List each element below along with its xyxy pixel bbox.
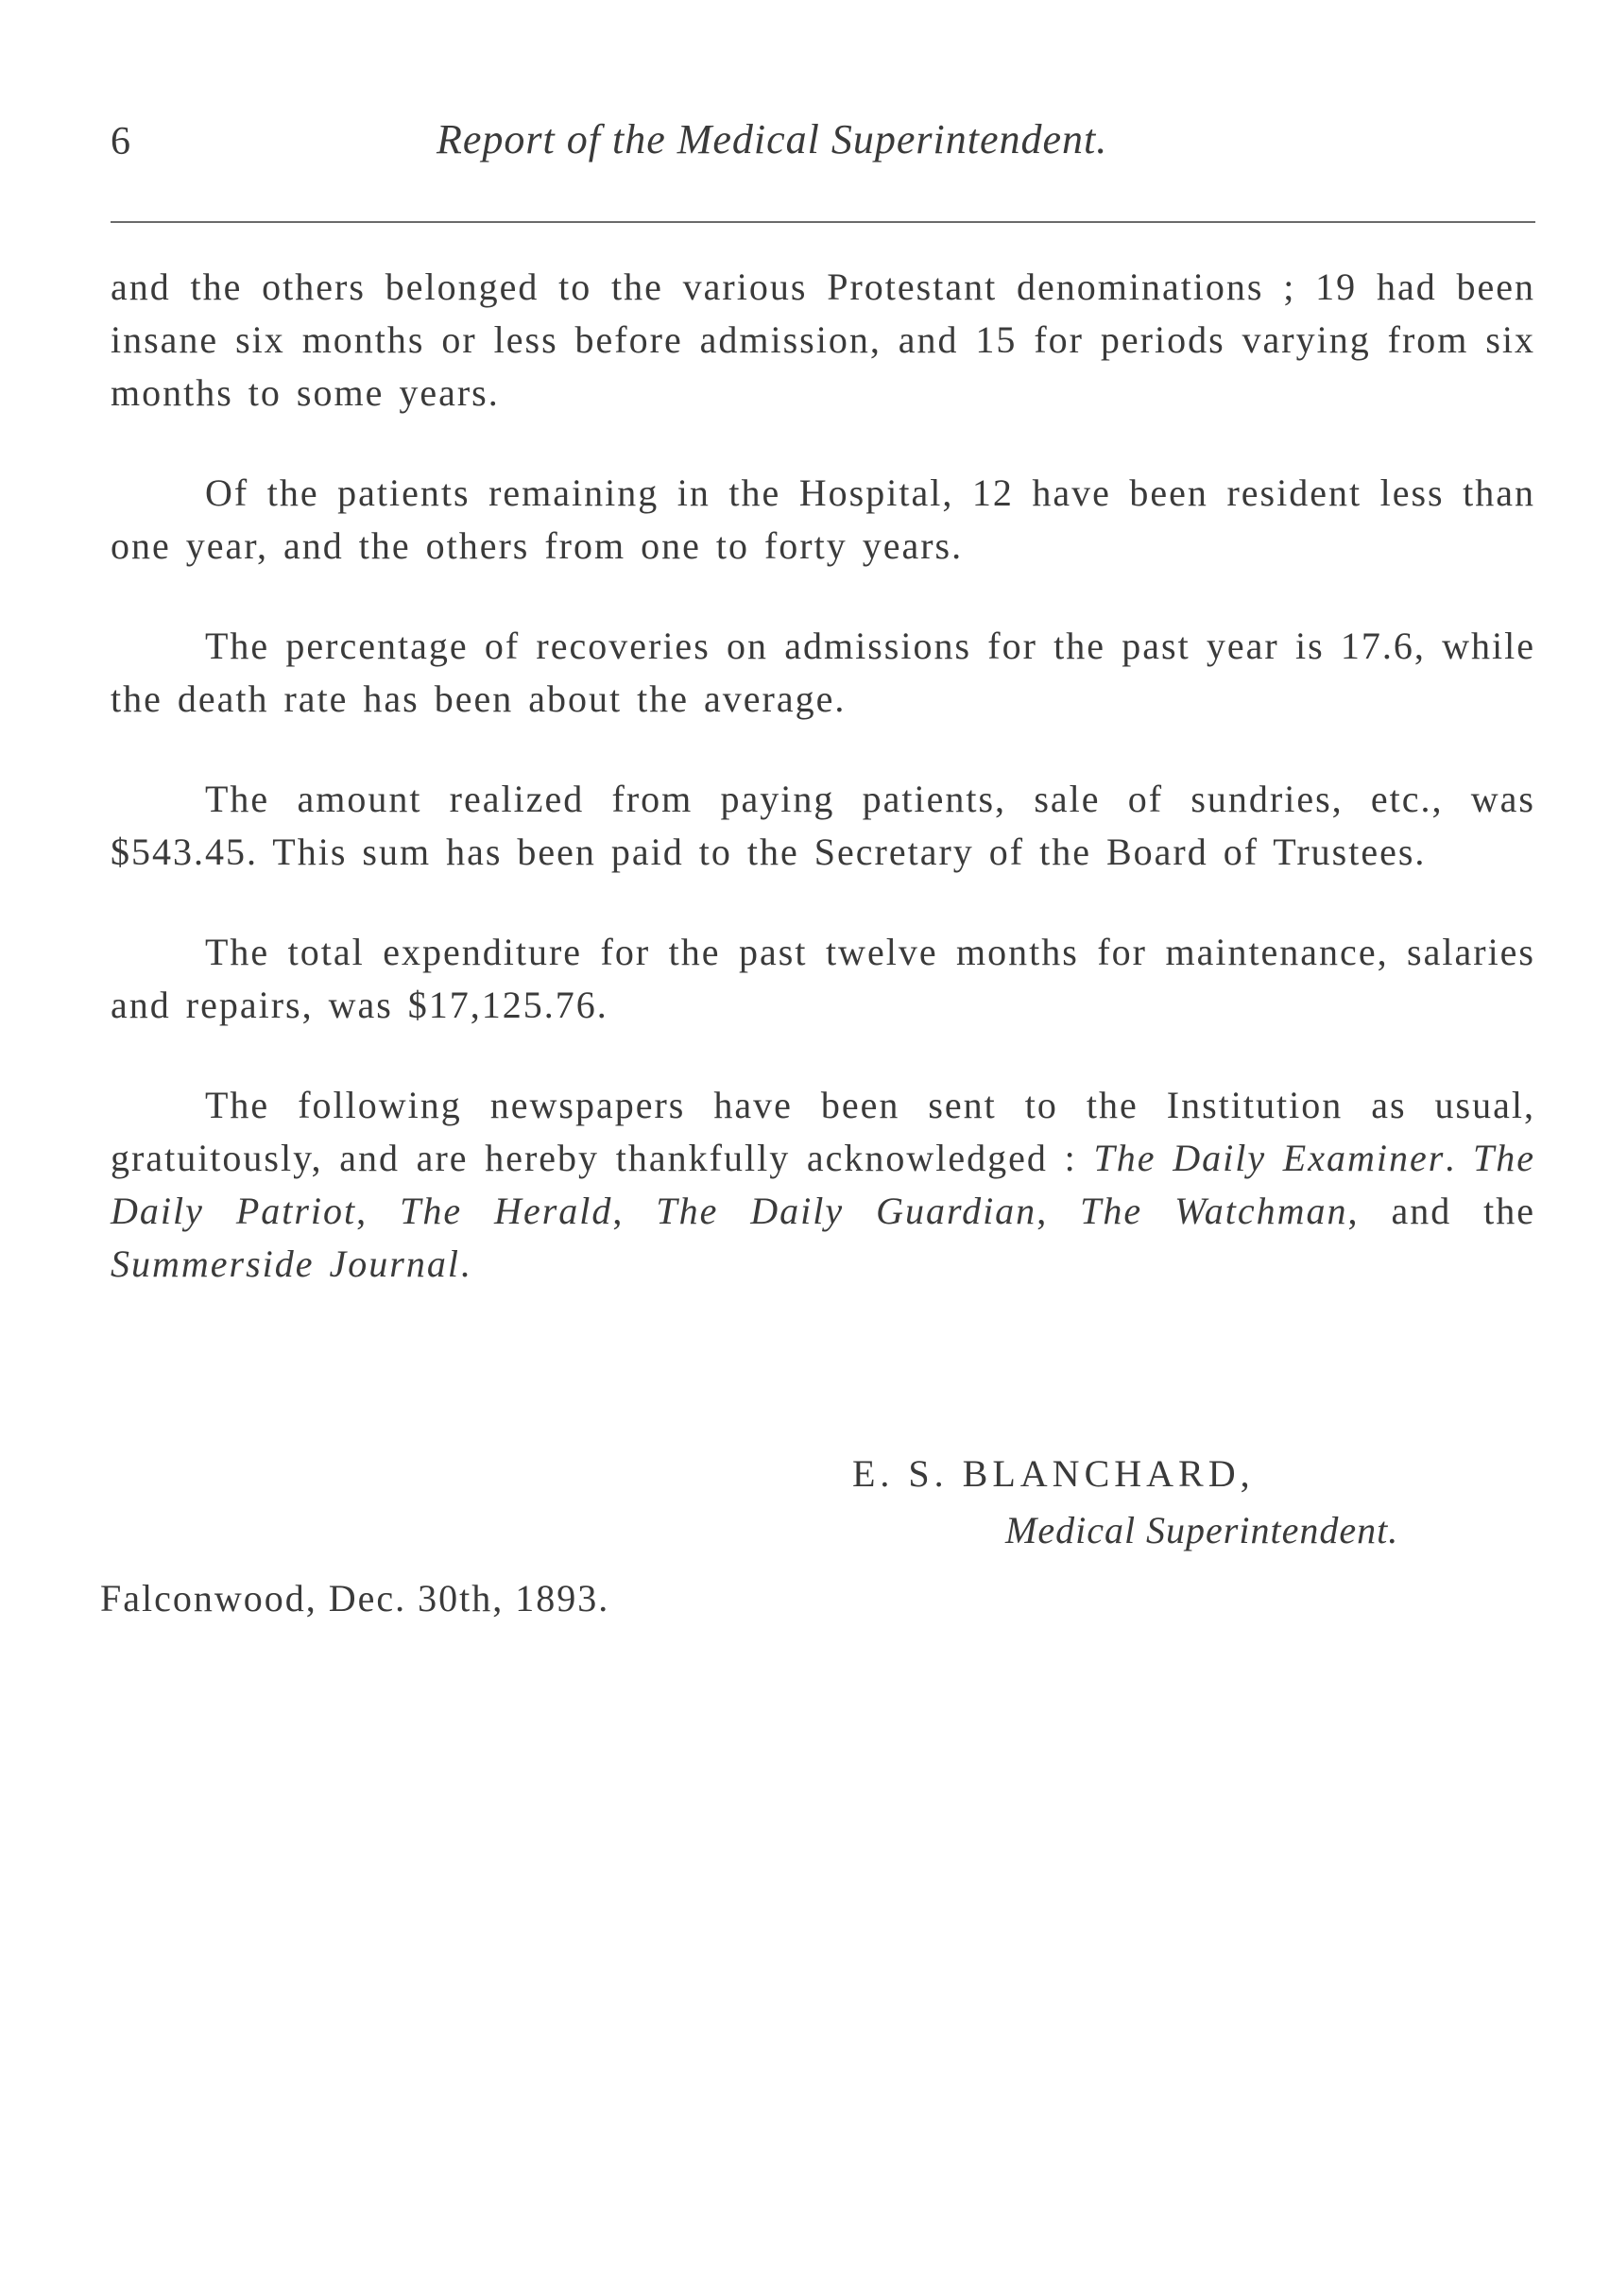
newspaper-title: The Daily Examiner xyxy=(1093,1137,1446,1179)
separator: , xyxy=(1036,1190,1081,1232)
separator: , xyxy=(356,1190,401,1232)
separator: . xyxy=(1445,1137,1474,1179)
paragraph-expenditure: The total expenditure for the past twelve months for maintenance, salaries and repairs, was $17,125.76. xyxy=(111,931,1535,1026)
newspaper-title: The Daily Guardian xyxy=(656,1190,1037,1232)
newspaper-title: The Daily Patriot xyxy=(111,1137,1536,1232)
newspaper-title: The Watchman xyxy=(1080,1190,1348,1232)
separator: , and the xyxy=(1347,1190,1536,1232)
separator: . xyxy=(459,1242,471,1285)
paragraph-denominations: and the others belonged to the various Protestant denominations ; 19 had been insane six months or less before admission, and 15 for periods varying from six months to some years. xyxy=(111,266,1535,414)
dateline: Falconwood, Dec. 30th, 1893. xyxy=(100,1577,610,1619)
newspaper-title: Summerside Journal xyxy=(111,1242,460,1285)
paragraph-recoveries: The percentage of recoveries on admissions for the past year is 17.6, while the death rate has been about the average. xyxy=(111,625,1535,720)
paragraph-newspapers xyxy=(111,1079,1535,1291)
header-rule xyxy=(111,221,1535,223)
body-text xyxy=(111,261,1535,1338)
newspaper-title: The Herald xyxy=(400,1190,613,1232)
signature-name: E. S. BLANCHARD, xyxy=(852,1452,1255,1495)
separator: , xyxy=(612,1190,657,1232)
newspapers-intro: The following newspapers have been sent to the Institution as usual, gratuitously, and are hereby thankfully acknowledged : xyxy=(111,1084,1535,1179)
page-number: 6 xyxy=(111,120,130,163)
paragraph-amount-realized: The amount realized from paying patients, sale of sundries, etc., was $543.45. This sum has been paid to the Secretary of the Board of Trustees. xyxy=(111,778,1535,873)
running-head: Report of the Medical Superintendent. xyxy=(437,116,1108,163)
paragraph-residents: Of the patients remaining in the Hospital, 12 have been resident less than one year, and the others from one to forty years. xyxy=(111,471,1535,567)
signature-title: Medical Superintendent. xyxy=(1005,1509,1399,1551)
